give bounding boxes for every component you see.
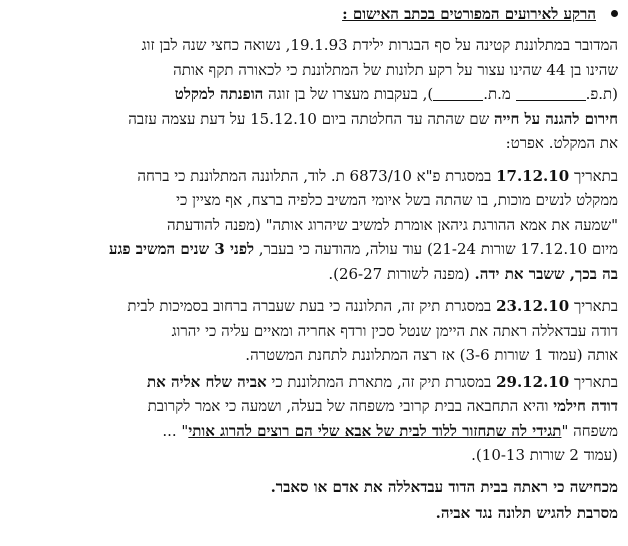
text-line — [16, 237, 618, 262]
text-run: " ... — [162, 421, 189, 440]
text-run: מיום 17.12.10 שורות 21-24) עוד עולה, מהודעה כי בעבר, — [258, 240, 618, 258]
bold-text: חירום להגנה על חייה — [493, 109, 618, 128]
text-line — [16, 294, 618, 319]
text-run: במסגרת תיק זה, התלוננה כי בעת שעברה ברחוב בסמיכות לבית — [127, 297, 492, 315]
text-line: שהינו בן 44 שהינו עצור על רקע תלונות של המתלוננת כי לכאורה תקף אותה — [173, 60, 618, 79]
text-line: את המקלט. אפרט: — [505, 134, 618, 152]
bold-text: בה בכך, ששבר את ידה. — [474, 264, 618, 283]
text-run: בתאריך — [573, 166, 618, 185]
text-line — [16, 262, 618, 287]
text-line: אותה (עמוד 1 שורות 3-6) אז רצה המתלוננת לתחנת המשטרה. — [245, 346, 618, 364]
text-line — [16, 164, 618, 189]
text-run: שם שהתה עד החלטתה ביום 15.12.10 על דעת עצמה עזבה — [128, 109, 490, 128]
paragraph-incident-1 — [16, 164, 618, 287]
blank-field — [516, 86, 586, 101]
paragraph-background — [16, 33, 618, 156]
text-run: (מפנה לשורות 26-27). — [328, 264, 470, 283]
blank-field — [433, 86, 483, 101]
text-run: בתאריך — [573, 297, 618, 315]
text-run: במסגרת תיק זה, מתארת המתלוננת כי — [271, 372, 492, 391]
paragraph-incident-3 — [16, 370, 618, 468]
case-ref-label: מ.ת. — [483, 85, 511, 103]
bold-text: לפני 3 שנים המשיב פגע — [108, 240, 254, 258]
text-line — [16, 419, 618, 444]
text-line: ממקלט לנשים מוכות, בו שהתה בשל איומי המשיב כלפיה ברצח, אף מציין כי — [176, 191, 618, 209]
paragraph-incident-2 — [16, 294, 618, 368]
text-line — [16, 370, 618, 395]
bullet-icon — [611, 10, 618, 17]
bold-text: אביה שלח אליה את — [147, 372, 267, 391]
text-run: משפחה " — [561, 421, 618, 440]
bold-text: הופנתה למקלט — [174, 85, 264, 103]
text-line — [16, 107, 618, 132]
bold-text: דודה חילמי — [553, 397, 618, 415]
text-line: המדובר במתלוננת קטינה על סף הבגרות ילידת 19.1.93, נשואה כחצי שנה לבן זוג — [141, 36, 618, 54]
text-line: דודה עבדאללה ראתה את היימן שנטל סכין ורדף אחריה ומאיים עליה כי יהרוג — [171, 321, 618, 340]
text-line: מסרבת להגיש תלונה נגד אביה. — [435, 503, 618, 522]
text-run: ), בעקבות מעצרו של בן זוגה — [268, 85, 434, 103]
text-line — [16, 394, 618, 419]
text-line: (עמוד 2 שורות 10-13). — [471, 446, 618, 464]
case-ref-label: (ת.פ. — [585, 85, 618, 103]
text-line: "שמעה את אמא ההורגת גיהאן אומרת למשיב שיהרוג אותה" (מפנה להודעתה — [166, 215, 618, 234]
incident-date: 23.12.10 — [496, 297, 570, 315]
incident-date: 29.12.10 — [496, 372, 570, 391]
quoted-threat: תגידי לה שתחזור ללוד לבית של אבא שלי הם רוצים להרוג אותי — [188, 421, 562, 440]
closing-statements — [16, 474, 618, 526]
text-line — [16, 82, 618, 107]
incident-date: 17.12.10 — [496, 166, 570, 185]
text-run: והיא התחבאה בבית קרובי משפחה של בעלה, ושמעה כי אמר לקרובת — [147, 397, 549, 415]
section-heading: הרקע לאירועים המפורטים בכתב האישום : — [342, 5, 596, 23]
text-run: בתאריך — [573, 372, 618, 391]
text-run: במסגרת פ"א 6873/10 ת. לוד, התלוננה המתלוננת כי ברחה — [137, 166, 492, 185]
text-line: מכחישה כי ראתה בבית הדוד עבדאללה את אדם או סאבר. — [270, 477, 618, 496]
